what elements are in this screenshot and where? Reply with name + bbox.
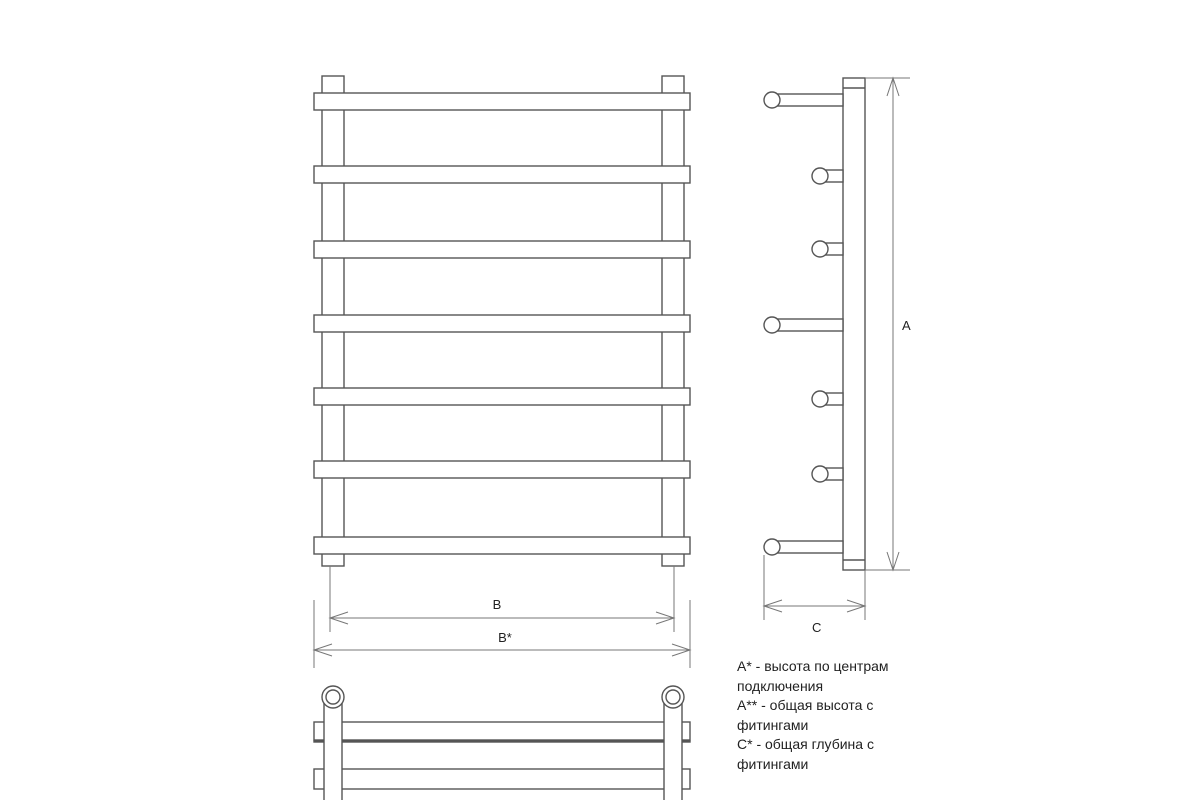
note-line-5: С* - общая глубина с [737, 736, 874, 752]
top-view [314, 686, 690, 800]
note-line-6: фитингами [737, 755, 809, 772]
side-rungs [764, 92, 843, 555]
label-b: B [492, 597, 502, 612]
dimension-a [865, 78, 911, 570]
side-rung-end-1 [764, 92, 780, 108]
top-bar-1 [314, 722, 690, 740]
side-view [764, 78, 865, 570]
dimension-b [330, 566, 674, 632]
front-rungs [314, 93, 690, 554]
note-line-3: A** - общая высота с [737, 697, 874, 713]
side-rung-4 [772, 319, 843, 331]
front-rung-3 [314, 241, 690, 258]
note-line-2: подключения [737, 677, 824, 694]
front-rung-1 [314, 93, 690, 110]
front-rung-4 [314, 315, 690, 332]
side-rung-7 [772, 541, 843, 553]
label-a: A [902, 318, 911, 333]
front-rung-7 [314, 537, 690, 554]
note-line-1: A* - высота по центрам [737, 658, 889, 674]
side-rung-end-5 [812, 391, 828, 407]
top-bar-3 [314, 769, 690, 789]
front-view [314, 76, 690, 566]
left-connector [324, 702, 342, 800]
side-rung-end-3 [812, 241, 828, 257]
label-c: C [812, 620, 822, 635]
side-rung-1 [772, 94, 843, 106]
dimension-b-star [314, 600, 690, 668]
right-connector [664, 702, 682, 800]
note-line-4: фитингами [737, 716, 809, 733]
label-b-star: B* [498, 630, 512, 645]
front-rung-5 [314, 388, 690, 405]
notes-legend [737, 657, 937, 774]
side-post [843, 78, 865, 570]
side-rung-end-2 [812, 168, 828, 184]
front-rung-6 [314, 461, 690, 478]
side-rung-end-6 [812, 466, 828, 482]
top-bar-2 [314, 741, 690, 742]
side-rung-end-7 [764, 539, 780, 555]
front-rung-2 [314, 166, 690, 183]
side-rung-end-4 [764, 317, 780, 333]
